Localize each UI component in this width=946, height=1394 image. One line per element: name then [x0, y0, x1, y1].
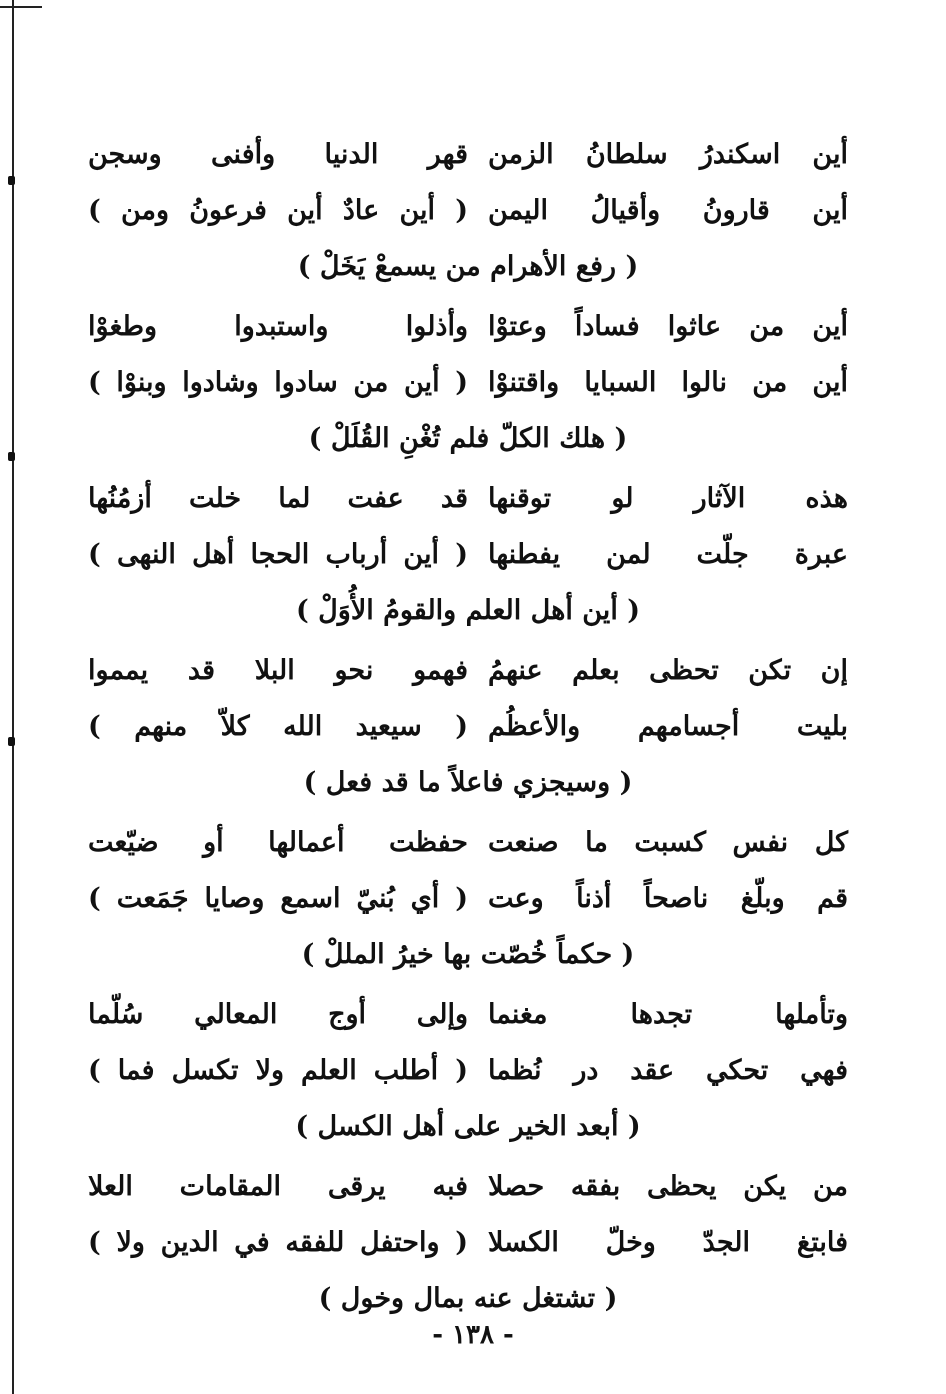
verse-second-half: ( أطلب العلم ولا تكسل فما ) — [88, 1055, 468, 1086]
verse-line — [88, 1160, 848, 1214]
stanza — [88, 1160, 848, 1332]
verse-line — [88, 472, 848, 526]
verse-first-half: وتأملها تجدها مغنما — [488, 999, 848, 1030]
verse-first-half: أين من نالوا السبايا واقتنوْا — [488, 367, 848, 398]
refrain-line: ( هلك الكلّ فلم تُغْنِ القُلَلْ ) — [308, 423, 628, 454]
verse-second-half: ( واحتفل للفقه في الدين ولا ) — [88, 1227, 468, 1258]
verse-second-half: ( أي بُنيّ اسمع وصايا جَمَعت ) — [88, 883, 468, 914]
verse-second-half: ( أين من سادوا وشادوا وبنوْا ) — [88, 367, 468, 398]
refrain-line: ( رفع الأهرام من يسمعْ يَخَلْ ) — [297, 251, 639, 282]
verse-first-half: فابتغ الجدّ وخلّ الكسلا — [488, 1227, 848, 1258]
verse-first-half: هذه الآثار لو توقنها — [488, 483, 848, 514]
verse-line — [88, 528, 848, 582]
verse-second-half: ( أين أرباب الحجا أهل النهى ) — [88, 539, 468, 570]
margin-mark — [8, 737, 15, 746]
verse-second-half: حفظت أعمالها أو ضيّعت — [88, 827, 468, 858]
verse-first-half: قم وبلّغ ناصحاً أذناً وعت — [488, 883, 848, 914]
verse-second-half: ( أين عادٌ أين فرعونُ ومن ) — [88, 195, 468, 226]
verse-first-half: أين اسكندرُ سلطانُ الزمن — [488, 139, 848, 170]
verse-first-half: بليت أجسامهم والأعظُم — [488, 711, 848, 742]
stanza — [88, 128, 848, 300]
poem-body — [88, 128, 848, 1332]
stanza — [88, 472, 848, 644]
verse-line — [88, 128, 848, 182]
margin-corner-tick — [0, 6, 42, 8]
verse-line — [88, 184, 848, 238]
page-number: - ١٣٨ - — [432, 1320, 514, 1350]
verse-line — [88, 700, 848, 754]
verse-second-half: فبه يرقى المقامات العلا — [88, 1171, 468, 1202]
verse-line — [88, 1216, 848, 1270]
verse-second-half: وإلى أوج المعالي سُلّما — [88, 999, 468, 1030]
refrain-line: ( أبعد الخير على أهل الكسل ) — [295, 1111, 641, 1142]
margin-mark — [8, 452, 15, 461]
verse-first-half: أين قارونُ وأقيالُ اليمن — [488, 195, 848, 226]
margin-mark — [8, 176, 15, 185]
refrain-line: ( تشتغل عنه بمال وخول ) — [318, 1283, 618, 1314]
verse-first-half: من يكن يحظى بفقه حصلا — [488, 1171, 848, 1202]
verse-first-half: فهي تحكي عقد در نُظما — [488, 1055, 848, 1086]
verse-first-half: كل نفس كسبت ما صنعت — [488, 827, 848, 858]
verse-second-half: قهر الدنيا وأفنى وسجن — [88, 139, 468, 170]
verse-line — [88, 356, 848, 410]
refrain-line: ( وسيجزي فاعلاً ما قد فعل ) — [303, 767, 633, 798]
verse-second-half: قد عفت لما خلت أزمُنُها — [88, 483, 468, 514]
verse-line — [88, 988, 848, 1042]
binding-margin-line — [12, 0, 14, 1394]
verse-second-half: وأذلوا واستبدوا وطغوْا — [88, 311, 468, 342]
verse-first-half: إن تكن تحظى بعلم عنهمُ — [488, 655, 848, 686]
refrain-line: ( حكماً خُصّت بها خيرُ المللْ ) — [301, 939, 635, 970]
verse-second-half: ( سيعيد الله كلاّ منهم ) — [88, 711, 468, 742]
verse-line — [88, 1044, 848, 1098]
verse-second-half: فهمو نحو البلا قد يمموا — [88, 655, 468, 686]
verse-line — [88, 644, 848, 698]
stanza — [88, 988, 848, 1160]
verse-line — [88, 872, 848, 926]
verse-line — [88, 300, 848, 354]
verse-line — [88, 816, 848, 870]
refrain-line: ( أين أهل العلم والقومُ الأُوَلْ ) — [295, 595, 640, 626]
verse-first-half: أين من عاثوا فساداً وعتوْا — [488, 311, 848, 342]
stanza — [88, 816, 848, 988]
stanza — [88, 644, 848, 816]
verse-first-half: عبرة جلّت لمن يفطنها — [488, 539, 848, 570]
stanza — [88, 300, 848, 472]
